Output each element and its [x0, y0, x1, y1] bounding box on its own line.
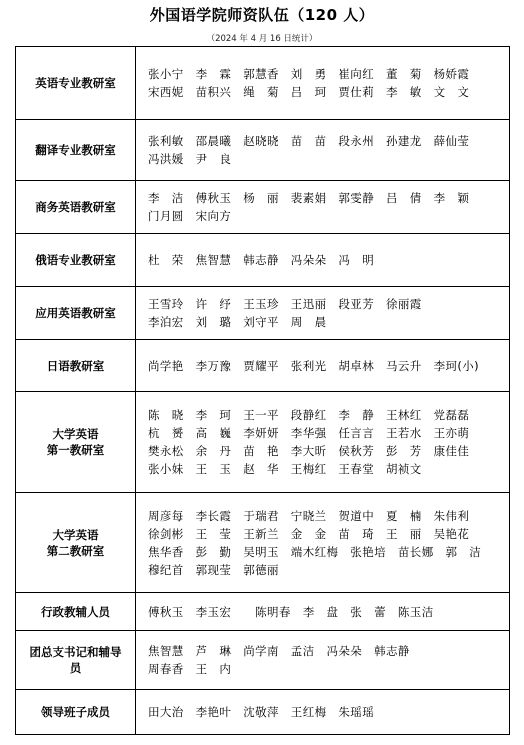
- department-cell: [16, 181, 136, 234]
- members-cell: [136, 234, 510, 287]
- member-line: 焦智慧 芦 琳 尚学南 孟洁 冯朵朵 韩志静: [148, 644, 410, 658]
- table-row: [16, 181, 510, 234]
- members-cell: [136, 340, 510, 392]
- members-cell: [136, 287, 510, 340]
- table-row: [16, 392, 510, 493]
- members-cell: [136, 631, 510, 690]
- faculty-table: [15, 46, 510, 735]
- department-name: 英语专业教研室: [35, 76, 116, 90]
- members-cell: [136, 593, 510, 631]
- member-line: 杭 赟 高 巍 李妍妍 李华强 任言言 王若水 王亦萌: [148, 426, 470, 440]
- member-line: 陈 晓 李 珂 王一平 段静红 李 静 王林红 党磊磊: [148, 408, 470, 422]
- member-line: 李 洁 傅秋玉 杨 丽 裴素娟 郭雯静 吕 倩 李 颖: [148, 191, 470, 205]
- members-cell: [136, 493, 510, 593]
- member-line: 尚学艳 李万豫 贾耀平 张利光 胡卓林 马云升 李珂(小): [148, 358, 480, 373]
- department-name: 大学英语 第一教研室: [46, 427, 105, 457]
- member-line: 冯洪媛 尹 良: [148, 152, 232, 166]
- members-cell: [136, 690, 510, 735]
- member-line: 杜 荣 焦智慧 韩志静 冯朵朵 冯 明: [148, 253, 375, 267]
- table-row: [16, 593, 510, 631]
- department-name: 俄语专业教研室: [35, 253, 116, 267]
- department-cell: [16, 47, 136, 120]
- department-name: 领导班子成员: [41, 705, 110, 719]
- member-line: 穆纪首 郭现莹 郭德丽: [148, 562, 279, 577]
- department-name: 行政教辅人员: [41, 604, 110, 619]
- member-line: 徐剑彬 王 莹 王新兰 金 金 苗 琦 王 丽 吴艳花: [148, 526, 470, 541]
- table-row: [16, 287, 510, 340]
- department-name: 翻译专业教研室: [35, 143, 116, 157]
- table-row: [16, 690, 510, 735]
- table-row: [16, 47, 510, 120]
- department-cell: [16, 690, 136, 735]
- department-cell: [16, 340, 136, 392]
- member-line: 焦华香 彭 勤 吴明玉 端木红梅 张艳培 苗长娜 郭 洁: [148, 544, 482, 559]
- table-row: [16, 234, 510, 287]
- page-title: 外国语学院师资队伍（120 人）: [149, 6, 375, 24]
- department-cell: [16, 593, 136, 631]
- member-line: 张小妹 王 玉 赵 华 王梅红 王春堂 胡祯文: [148, 462, 422, 476]
- department-name: 应用英语教研室: [35, 306, 116, 320]
- department-cell: [16, 234, 136, 287]
- department-name: 团总支书记和辅导 员: [29, 645, 122, 675]
- statistics-date: （2024 年 4 月 16 日统计）: [206, 34, 318, 44]
- members-cell: [136, 47, 510, 120]
- member-line: 门月圆 宋向方: [148, 209, 232, 223]
- member-line: 李泊宏 刘 璐 刘守平 周 晨: [148, 315, 327, 329]
- table-row: [16, 340, 510, 392]
- member-line: 樊永松 余 丹 苗 艳 李大昕 侯秋芳 彭 芳 康佳佳: [148, 444, 470, 458]
- department-name: 大学英语 第二教研室: [46, 527, 105, 558]
- department-name: 商务英语教研室: [35, 200, 116, 214]
- member-line: 张利敏 邵晨曦 赵晓晓 苗 苗 段永州 孙建龙 薛仙莹: [148, 134, 470, 148]
- member-line: 王雪玲 许 纾 王玉珍 王迅丽 段亚芳 徐丽霞: [148, 297, 422, 311]
- member-line: 田大治 李艳叶 沈敬萍 王红梅 朱瑶瑶: [148, 705, 375, 719]
- members-cell: [136, 392, 510, 493]
- member-line: 周春香 王 内: [148, 662, 232, 676]
- department-cell: [16, 392, 136, 493]
- member-line: 周彦每 李长霞 于瑞君 宁晓兰 贺道中 夏 楠 朱伟利: [148, 508, 470, 523]
- member-line: 张小宁 李 霖 郭慧香 刘 勇 崔向红 董 菊 杨娇霞: [148, 67, 470, 81]
- table-row: [16, 493, 510, 593]
- department-cell: [16, 120, 136, 181]
- members-cell: [136, 181, 510, 234]
- department-cell: [16, 631, 136, 690]
- member-line: 宋西妮 苗积兴 绳 菊 吕 珂 贾仕莉 李 敏 文 文: [148, 85, 470, 99]
- department-name: 日语教研室: [46, 358, 105, 373]
- table-row: [16, 120, 510, 181]
- member-line: 傅秋玉 李玉宏 陈明春 李 盘 张 蕾 陈玉洁: [148, 604, 434, 619]
- department-cell: [16, 287, 136, 340]
- department-cell: [16, 493, 136, 593]
- table-row: [16, 631, 510, 690]
- members-cell: [136, 120, 510, 181]
